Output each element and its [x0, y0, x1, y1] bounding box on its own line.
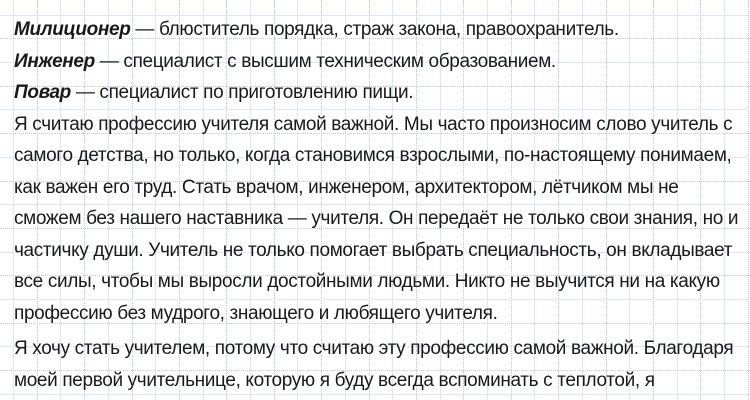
essay-line: все силы, чтобы мы выросли достойными людьми. Никто не выучится ни на какую [14, 271, 720, 292]
essay-paragraph-1 [14, 109, 746, 330]
definition-term: Повар [14, 82, 71, 103]
essay-line: самого детства, но только, когда становимся взрослыми, по-настоящему понимаем, [14, 145, 732, 166]
essay-line: Я считаю профессию учителя самой важной. Мы часто произносим слово учитель с [14, 113, 733, 135]
essay-line: профессию без мудрого, знающего и любящего учителя. [14, 302, 498, 324]
definition-body: — специалист по приготовлению пищи. [70, 82, 414, 103]
definition-line [14, 77, 746, 109]
essay-line: Я хочу стать учителем, потому что считаю эту профессию самой важной. Благодаря [14, 338, 734, 359]
definition-term: Милиционер [14, 19, 131, 40]
essay-paragraph-2 [14, 333, 746, 396]
essay-line: моей первой учительнице, которую я буду всегда вспоминать с теплотой, я [14, 369, 655, 391]
definition-line [14, 14, 746, 46]
document-text [14, 14, 746, 396]
essay-line: сможем без нашего наставника — учителя. Он передаёт не только свои знания, но и [14, 208, 739, 229]
definition-body: — блюститель порядка, страж закона, правоохранитель. [130, 19, 619, 40]
definition-line [14, 46, 746, 78]
definition-body: — специалист с высшим техническим образованием. [94, 50, 556, 72]
essay-line: частичку души. Учитель не только помогает выбрать специальность, он вкладывает [14, 239, 733, 261]
grid-vline-dotted [748, 0, 749, 400]
definition-term: Инженер [14, 50, 95, 72]
essay-line: как важен его труд. Стать врачом, инженером, архитектором, лётчиком мы не [14, 176, 679, 198]
